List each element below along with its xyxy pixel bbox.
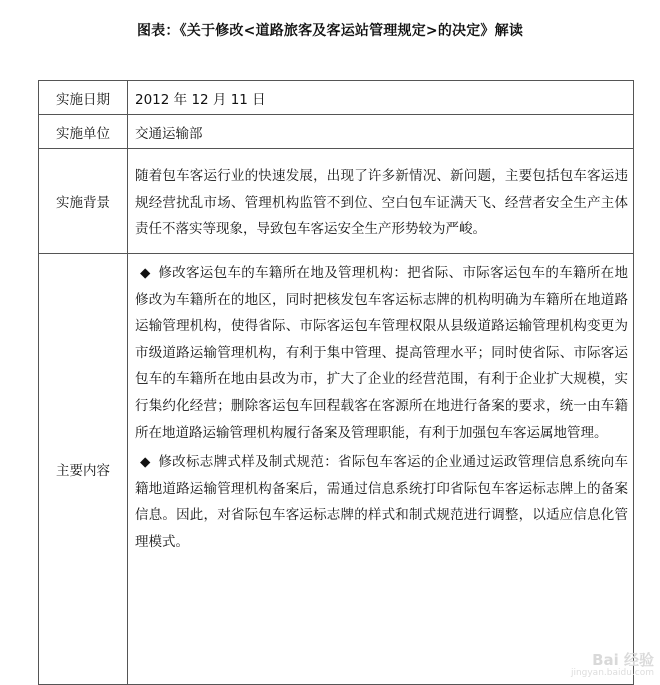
bullet-item-1 [135,260,628,446]
date-label: 实施日期 [39,81,128,115]
main-content-wrap [135,254,628,556]
document-title: 图表：《关于修改<道路旅客及客运站管理规定>的决定》解读 [136,23,524,39]
background-cell [128,149,634,254]
diamond-bullet-icon: ◆ [140,454,151,471]
table-row-unit [39,115,634,149]
background-text: 随着包车客运行业的快速发展，出现了许多新情况、新问题，主要包括包车客运违规经营扰乱市场、管理机构监管不到位、空白包车证满天飞、经营者安全生产主体责任不落实等现象，导致包车客运安全生产形势较为严峻。 [135,168,628,238]
table-row-background [39,149,634,254]
unit-label: 实施单位 [39,115,128,149]
bullet-text-1: 修改客运包车的车籍所在地及管理机构：把省际、市际客运包车的车籍所在地修改为车籍所在的地区，同时把核发包车客运标志牌的机构明确为车籍所在地道路运输管理机构，使得省际、市际客运包车管理权限从县级道路运输管理机构变更为市级道路运输管理机构，有利于集中管理、提高管理水平；同时使省际、市际客运包车的车籍所在地由县改为市，扩大了企业的经营范围，有利于企业扩大规模，实行集约化经营；删除客运包车回程载客在客源所在地进行备案的要求，统一由车籍所在地道路运输管理机构履行备案及管理职能，有利于加强包车客运属地管理。 [135,265,628,441]
diamond-bullet-icon: ◆ [140,265,151,281]
watermark-sub-text: jingyan.baidu.com [570,668,654,678]
bullet-item-2 [135,449,628,555]
main-content-label: 主要内容 [39,254,128,685]
background-label: 实施背景 [39,149,128,254]
unit-value: 交通运输部 [128,115,634,149]
date-value: 2012 年 12 月 11 日 [128,81,634,115]
regulation-table [38,80,634,685]
bullet-text-2: 修改标志牌式样及制式规范：省际包车客运的企业通过运政管理信息系统向车籍地道路运输管理机构备案后，需通过信息系统打印省际包车客运标志牌上的备案信息。因此，对省际包车客运标志牌的样式和制式规范进行调整，以适应信息化管理模式。 [135,454,628,550]
table-row-main-content [39,254,634,685]
main-content-cell [128,254,634,685]
table-row-date [39,81,634,115]
watermark-main-text: Bai 经验 [592,651,654,669]
baidu-jingyan-watermark [570,651,654,680]
